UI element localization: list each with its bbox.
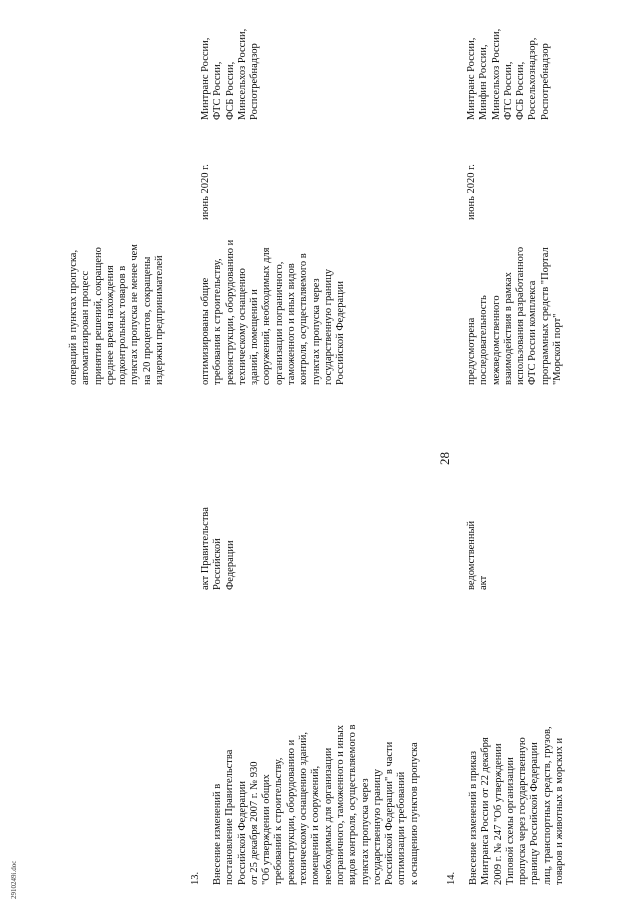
row-13-number: 13. [190, 871, 201, 885]
row-14-deadline: июнь 2020 г. [466, 164, 477, 220]
row-13-title: Внесение изменений в постановление Правительства Российской Федерации от 25 декабря 2007 г. № 930 "Об утверждении общих требований к строительству, реконструкции, оборудованию и техническому оснащению зданий, помещений и сооружений, необходимых для организации пограничного, таможенного и иных видов контроля, осуществляемого в пунктах пропуска через государственную границу Российской Федерации" в части оптимизации требований к оснащению пунктов пропуска [212, 724, 420, 885]
row-13-agencies: Минтранс России, ФТС России, ФСБ России, Минсельхоз России, Роспотребнадзор [200, 28, 261, 120]
row-14-number: 14. [446, 871, 457, 885]
row-14-agencies: Минтранс России, Минфин России, Минсельхоз России, ФТС России, ФСБ России, Россельхознадзор, Роспотребнадзор [466, 28, 551, 120]
row-13-result: оптимизированы общие требования к строительству, реконструкции, оборудованию и техническому оснащению зданий, помещений и сооружений, необходимых для организации пограничного, таможенного и иных видов контроля, осуществляемого в пунктах пропуска через государственную границу Российской Федерации [200, 239, 347, 385]
page-number: 28 [437, 452, 452, 465]
row-continuation-result: операций в пунктах пропуска, автоматизирован процесс принятия решений, сокращено среднее время нахождения подконтрольных товаров в пунктах пропуска не менее чем на 20 процентов, сокращены издержки предпринимателей [68, 244, 166, 385]
footer-doc-code: 2910249i.doc [10, 860, 18, 899]
row-14-result: предусмотрена последовательность межведомственного взаимодействия в рамках использования разработанного ФТС России комплекса программных средств "Портал "Морской порт" [466, 246, 564, 385]
row-13-deadline: июнь 2020 г. [200, 164, 211, 220]
row-14-title: Внесение изменений в приказ Минтранса России от 22 декабря 2009 г. № 247 "Об утверждении Типовой схемы организации пропуска через государственную границу Российской Федерации лиц, транспортных средств, грузов, товаров и животных в морских и [468, 726, 566, 885]
row-14-doc-type: ведомственный акт [466, 520, 490, 590]
row-13-doc-type: акт Правительства Российской Федерации [200, 507, 236, 590]
